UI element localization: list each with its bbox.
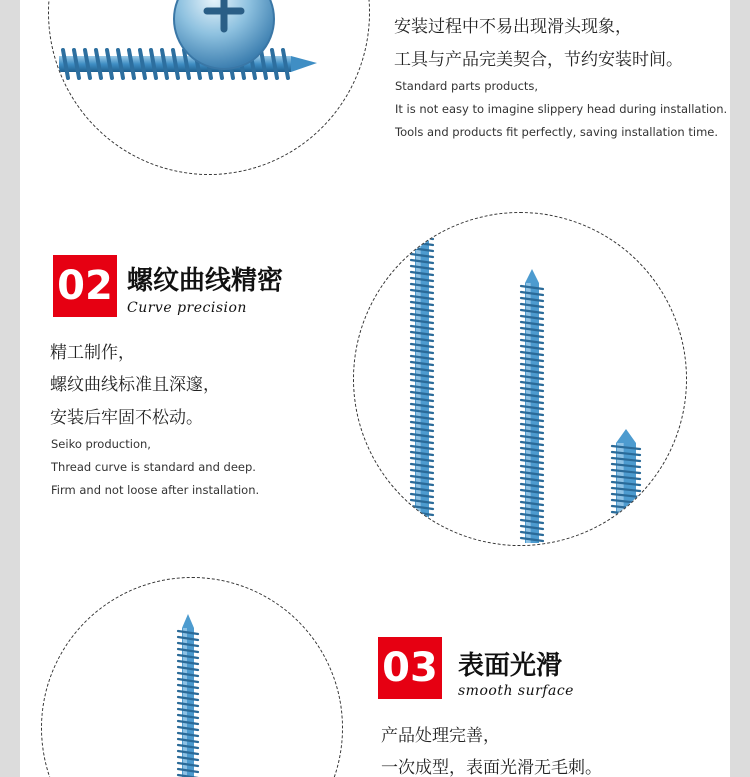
section3-title: 表面光滑 [458, 651, 563, 681]
threaded-screws-illustration [354, 213, 687, 546]
section3-subtitle: smooth surface [458, 683, 574, 699]
section2-en-line-1: Seiko production, [51, 437, 151, 451]
section2-en-line-3: Firm and not loose after installation. [51, 483, 260, 497]
pan-head-screw-photo [48, 0, 370, 175]
pan-head-screw-illustration [49, 0, 370, 175]
section2-cn-line-1: 精工制作， [50, 343, 135, 363]
section2-cn-line-3: 安装后牢固不松动。 [50, 408, 203, 428]
section1-en-line-3: Tools and products fit perfectly, saving installation time. [395, 125, 719, 139]
section3-cn-line-2: 一次成型，表面光滑无毛刺。 [381, 758, 602, 777]
screw [612, 429, 640, 546]
screw [521, 269, 543, 543]
section2-subtitle: Curve precision [127, 300, 247, 316]
section1-en-line-2: It is not easy to imagine slippery head during installation. [395, 102, 728, 116]
section2-cn-line-2: 螺纹曲线标准且深邃， [50, 375, 220, 395]
section3-cn-line-1: 产品处理完善， [381, 726, 500, 746]
section2-title: 螺纹曲线精密 [127, 266, 284, 296]
section1-en-line-1: Standard parts products, [395, 79, 539, 93]
section2-en-line-2: Thread curve is standard and deep. [51, 460, 256, 474]
section-number-badge-03: 03 [378, 637, 442, 699]
long-screw-illustration [42, 578, 343, 777]
section1-cn-line-2: 工具与产品完美契合，节约安装时间。 [394, 50, 683, 70]
product-detail-page [20, 0, 730, 777]
section1-cn-line-1: 安装过程中不易出现滑头现象， [394, 17, 632, 37]
section-number-badge-02: 02 [53, 255, 117, 317]
screw [178, 614, 198, 777]
long-screw-photo [41, 577, 343, 777]
threaded-screws-photo [353, 212, 687, 546]
screw [411, 213, 433, 518]
